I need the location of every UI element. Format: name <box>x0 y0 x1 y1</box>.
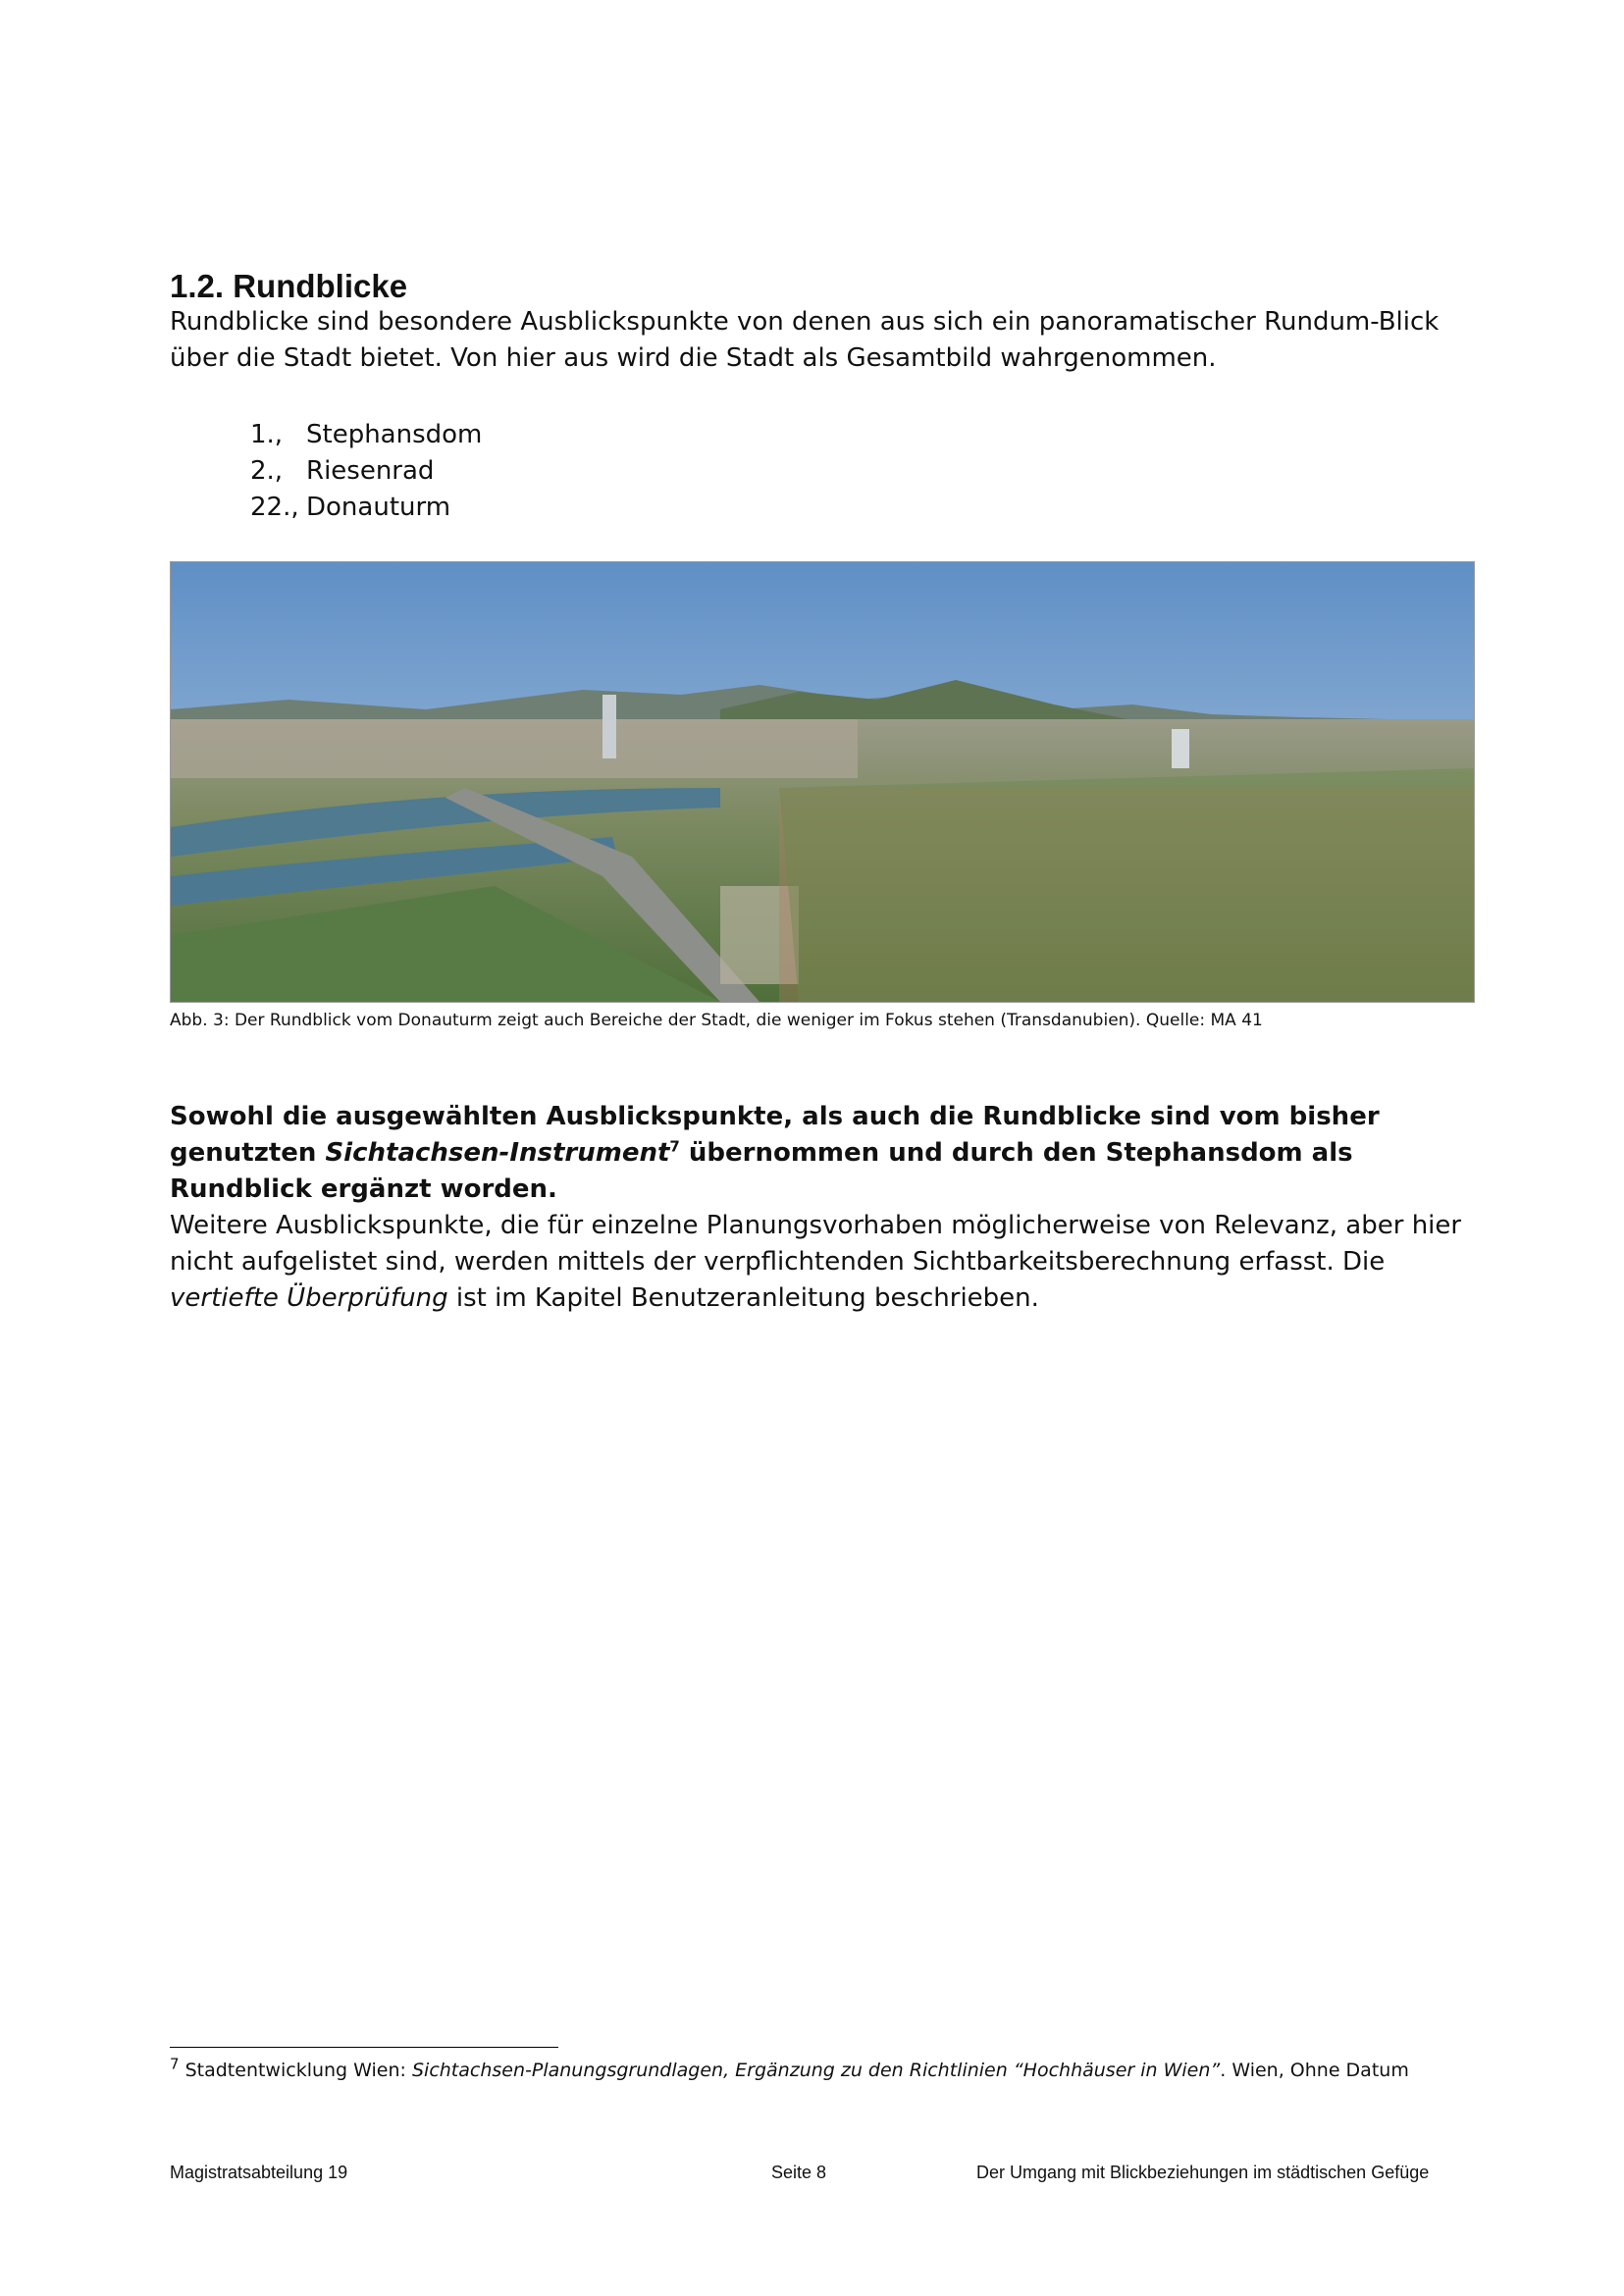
figure-caption: Abb. 3: Der Rundblick vom Donauturm zeigt auch Bereiche der Stadt, die weniger im Fokus stehen (Transdanubien). Quelle: MA 41 <box>170 1011 1263 1030</box>
summary-paragraph <box>170 1099 1485 1208</box>
summary-text-end: übernommen und durch den Stephansdom als Rundblick ergänzt worden. <box>170 1138 1353 1204</box>
footer-department: Magistratsabteilung 19 <box>170 2163 348 2182</box>
list-item-number: 22., <box>250 493 299 522</box>
body-paragraph <box>170 1208 1485 1317</box>
list-item <box>250 490 482 526</box>
panorama-photo <box>170 561 1475 1003</box>
list-item-label: Stephansdom <box>306 420 483 449</box>
footnote <box>170 2055 1409 2083</box>
summary-italic-term: Sichtachsen-Instrument <box>325 1138 670 1168</box>
body-text-end: ist im Kapitel Benutzeranleitung beschrieben. <box>447 1283 1039 1313</box>
list-item-label: Riesenrad <box>306 456 435 486</box>
viewpoint-list <box>250 417 482 526</box>
footnote-reference: 7 <box>669 1137 680 1156</box>
list-item-number: 1., <box>250 420 284 449</box>
intro-paragraph: Rundblicke sind besondere Ausblickspunkte von denen aus sich ein panoramatischer Rundum-Blick über die Stadt bietet. Von hier aus wird die Stadt als Gesamtbild wahrgenommen. <box>170 307 1440 373</box>
section-heading: 1.2. Rundblicke <box>170 268 408 304</box>
footer-page-number: Seite 8 <box>771 2163 827 2182</box>
footnote-italic-title: Sichtachsen-Planungsgrundlagen, Ergänzung zu den Richtlinien “Hochhäuser in Wien” <box>411 2060 1221 2081</box>
body-text-start: Weitere Ausblickspunkte, die für einzelne Planungsvorhaben möglicherweise von Relevanz, aber hier nicht aufgelistet sind, werden mittels der verpflichtenden Sichtbarkeitsberechnung erfasst. Die <box>170 1211 1462 1277</box>
footnote-divider <box>170 2047 558 2048</box>
body-italic-term: vertiefte Überprüfung <box>170 1283 448 1313</box>
summary-text-start: Sowohl die ausgewählten Ausblickspunkte, als auch die Rundblicke sind vom bisher genutzten <box>170 1102 1380 1168</box>
footnote-text-start: Stadtentwicklung Wien: <box>179 2060 412 2081</box>
footer-document-title: Der Umgang mit Blickbeziehungen im städtischen Gefüge <box>976 2163 1430 2182</box>
list-item <box>250 417 482 453</box>
list-item-number: 2., <box>250 456 284 486</box>
list-item <box>250 453 482 490</box>
footnote-number: 7 <box>170 2055 180 2073</box>
footnote-text-end: . Wien, Ohne Datum <box>1220 2060 1409 2081</box>
list-item-label: Donauturm <box>306 493 451 522</box>
